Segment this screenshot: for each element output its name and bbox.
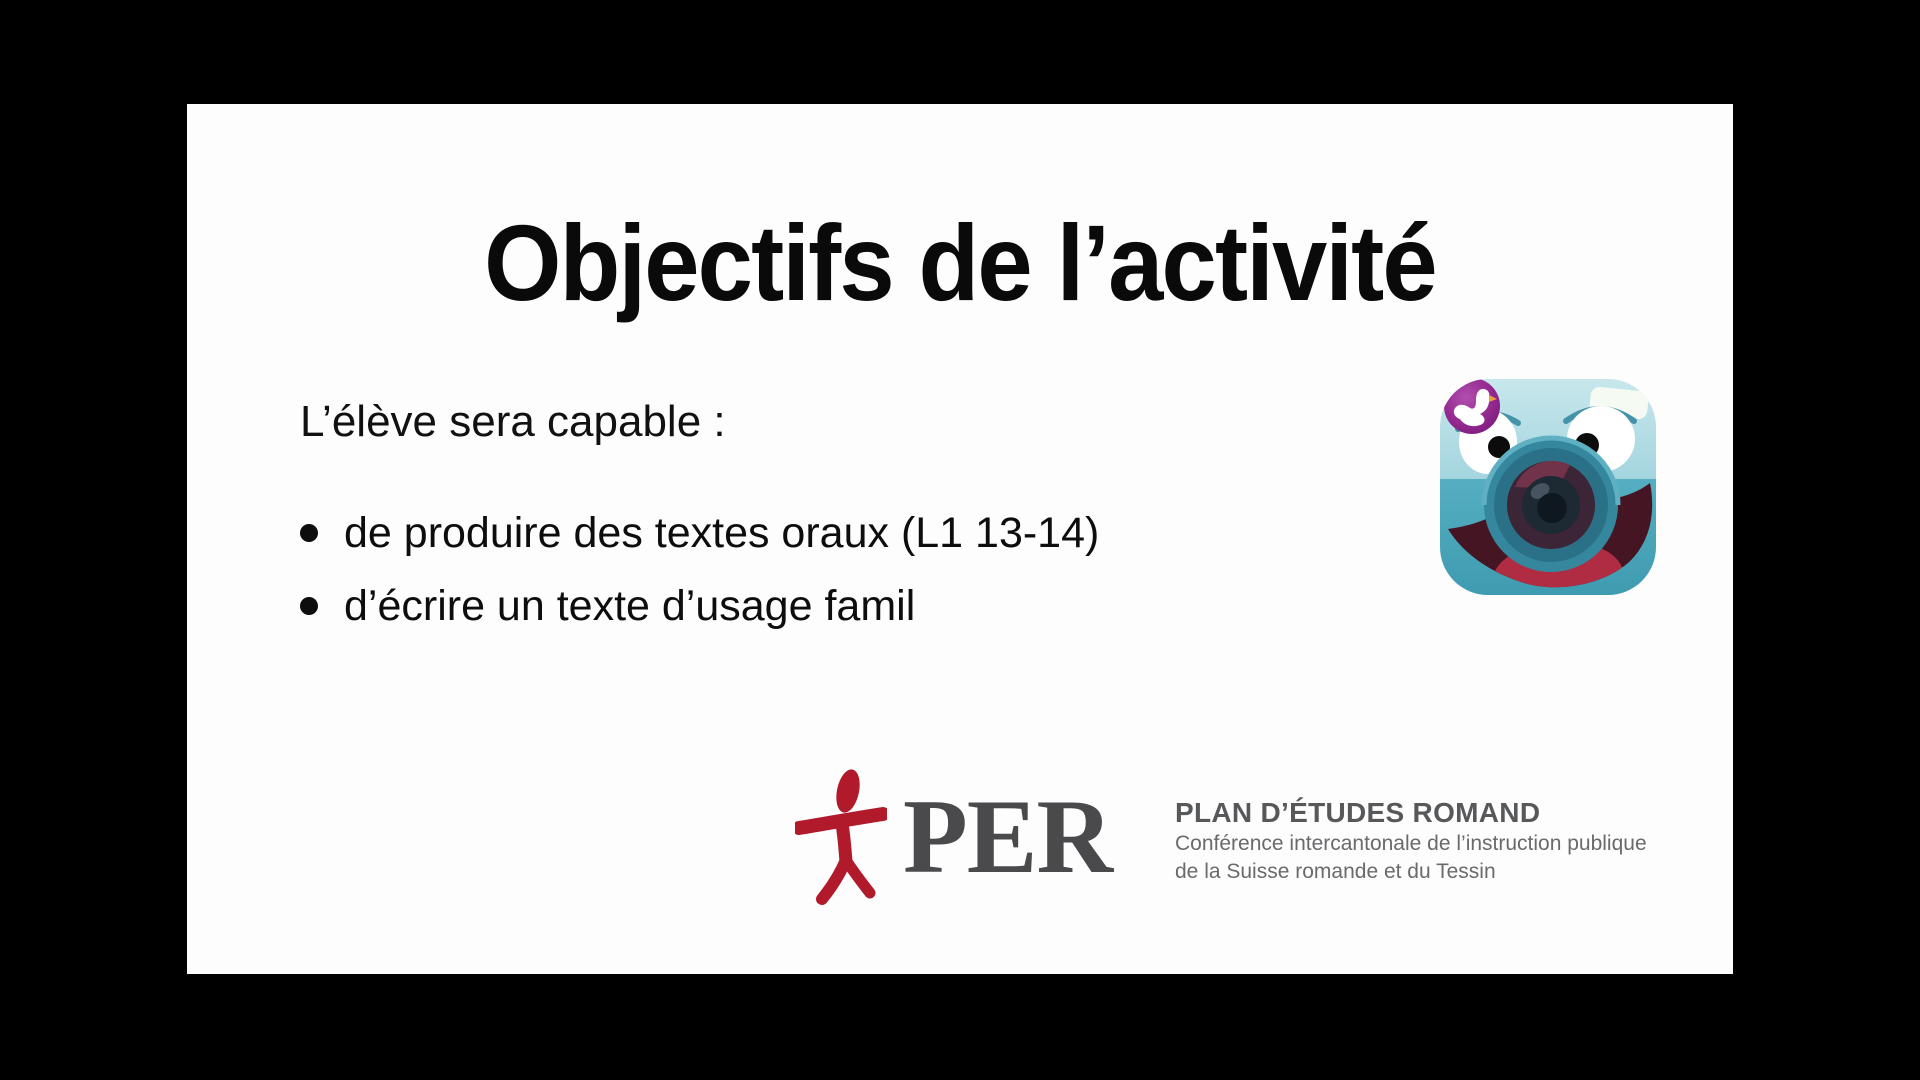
list-item	[300, 508, 1099, 558]
presentation-slide	[187, 104, 1733, 974]
org-subtitle-line1: Conférence intercantonale de l’instruction publique	[1175, 832, 1647, 855]
bullet-text: de produire des textes oraux (L1 13-14)	[344, 508, 1100, 557]
bullet-text: d’écrire un texte d’usage famil	[344, 581, 916, 630]
bullet-dot-icon	[300, 597, 318, 615]
bullet-dot-icon	[300, 524, 318, 542]
bullet-list	[300, 508, 1099, 654]
org-subtitle-line2: de la Suisse romande et du Tessin	[1175, 860, 1496, 883]
list-item	[300, 581, 1099, 631]
per-person-icon	[795, 766, 887, 908]
intro-text: L’élève sera capable :	[300, 397, 726, 446]
org-title: PLAN D’ÉTUDES ROMAND	[1175, 797, 1541, 828]
slide-title: Objectifs de l’activité	[484, 202, 1436, 323]
per-wordmark: PER	[903, 778, 1112, 895]
camera-lens	[1484, 438, 1618, 572]
duck-badge-icon	[1444, 379, 1500, 434]
figure-left-leg	[822, 860, 846, 899]
figure-right-leg	[846, 860, 870, 893]
org-text-block	[1175, 796, 1647, 886]
figure-head	[833, 767, 864, 815]
chatterpix-app-icon	[1440, 379, 1656, 595]
